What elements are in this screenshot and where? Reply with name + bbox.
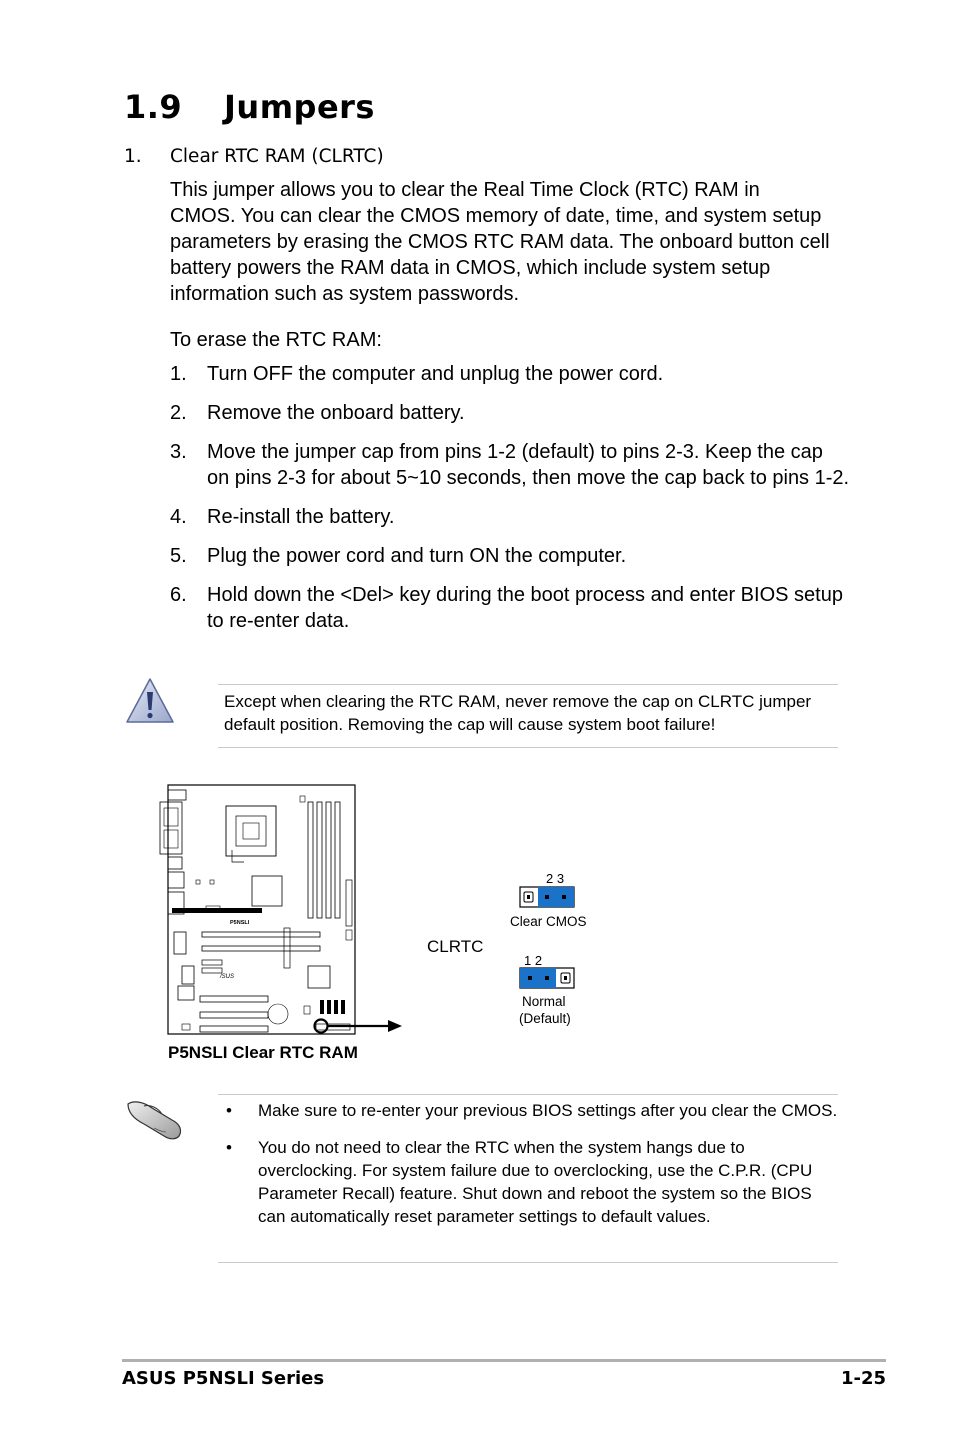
step-item: 6. Hold down the <Del> key during the boot process and enter BIOS setup to re-enter data.	[170, 584, 843, 632]
clear-pin-numbers: 2 3	[546, 871, 565, 886]
step-item: 4. Re-install the battery.	[170, 506, 395, 528]
normal-pin-numbers: 1 2	[524, 953, 543, 968]
caution-top-rule	[218, 684, 838, 685]
board-logo: /SUS	[220, 974, 235, 980]
step-item: 1. Turn OFF the computer and unplug the power cord.	[170, 363, 664, 385]
section-title: Jumpers	[224, 88, 375, 126]
caution-bottom-rule	[218, 747, 838, 748]
intro-paragraph: This jumper allows you to clear the Real Time Clock (RTC) RAM in CMOS. You can clear the CMOS memory of date, time, and system setup parameters by erasing the CMOS RTC RAM data. The onboard button cell battery powers the RAM data in CMOS, which include system setup information such as system passwords.	[170, 179, 830, 305]
footer-page-number: 1-25	[840, 1368, 886, 1389]
caution-text: Except when clearing the RTC RAM, never remove the cap on CLRTC jumper default position. Removing the cap will cause system boot failure!	[224, 692, 812, 734]
hand-note-icon	[124, 1094, 186, 1144]
warning-icon	[124, 676, 176, 726]
note-bullet: • Make sure to re-enter your previous BIOS settings after you clear the CMOS.	[226, 1101, 838, 1120]
step-item: 5. Plug the power cord and turn ON the computer.	[170, 545, 627, 567]
clrtc-label: CLRTC	[427, 937, 484, 956]
normal-label: Normal	[522, 994, 566, 1009]
subsection-heading	[124, 146, 384, 167]
section-heading	[124, 88, 375, 126]
subsection-title: Clear RTC RAM (CLRTC)	[170, 146, 384, 167]
board-model-label: P5NSLI	[230, 920, 250, 926]
section-number: 1.9	[124, 88, 183, 126]
note-bottom-rule	[218, 1262, 838, 1263]
footer-product: ASUS P5NSLI Series	[122, 1368, 325, 1389]
normal-default-jumper	[519, 967, 575, 989]
erase-heading: To erase the RTC RAM:	[170, 329, 382, 351]
subsection-number: 1.	[124, 146, 142, 167]
default-label: (Default)	[519, 1011, 571, 1026]
note-top-rule	[218, 1094, 838, 1095]
note-bullet: • You do not need to clear the RTC when the system hangs due to overclocking. For system failure due to overclocking, use the C.P.R. (CPU Parameter Recall) feature. Shut down and reboot the system so the BIOS can automatically reset parameter settings to default values.	[226, 1138, 813, 1226]
clear-cmos-jumper	[519, 886, 575, 908]
note-bullets	[224, 1099, 840, 1242]
motherboard-diagram	[150, 780, 420, 1042]
footer-rule	[122, 1359, 886, 1362]
step-item: 3. Move the jumper cap from pins 1-2 (default) to pins 2-3. Keep the cap on pins 2-3 for about 5~10 seconds, then move the cap back to pins 1-2.	[170, 441, 850, 489]
erase-steps-list	[170, 361, 850, 647]
clear-cmos-label: Clear CMOS	[510, 914, 587, 929]
step-item: 2. Remove the onboard battery.	[170, 402, 465, 424]
figure-caption: P5NSLI Clear RTC RAM	[168, 1043, 358, 1062]
